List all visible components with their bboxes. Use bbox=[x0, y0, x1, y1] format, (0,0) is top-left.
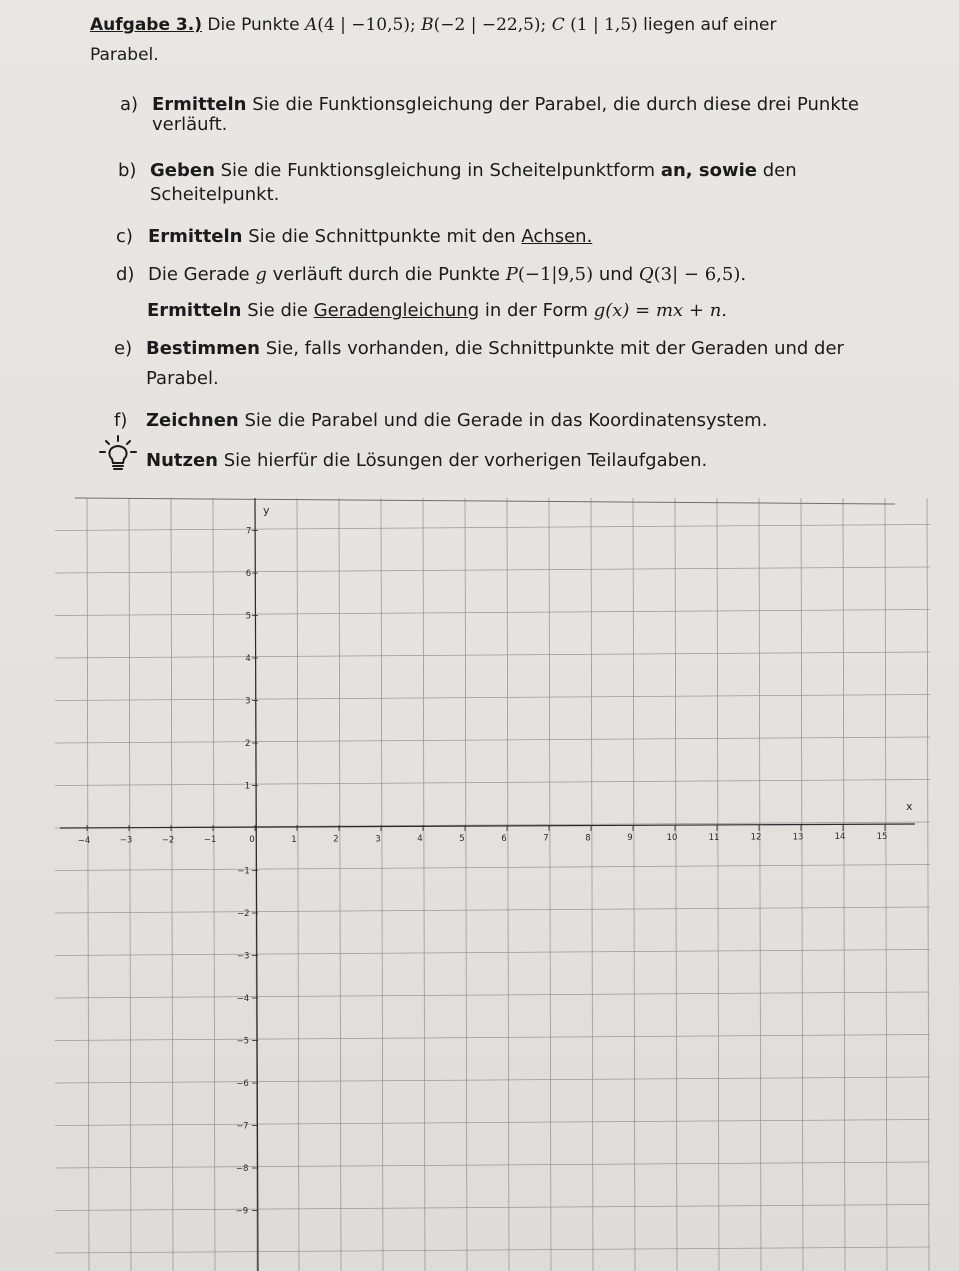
point-c: C (1 | 1,5) bbox=[551, 15, 638, 35]
subtask-e-letter: e) bbox=[114, 338, 133, 359]
axes bbox=[60, 498, 915, 1271]
subtask-c-underlined: Achsen. bbox=[521, 226, 593, 247]
subtask-d-var-g: g bbox=[255, 264, 267, 285]
subtask-b-letter: b) bbox=[118, 160, 137, 181]
task-title: Aufgabe 3.) bbox=[90, 15, 202, 35]
y-tick-label: −5 bbox=[236, 1036, 249, 1047]
subtask-e-verb: Bestimmen bbox=[146, 338, 260, 359]
grid-line-vertical bbox=[885, 498, 887, 1271]
grid-line-horizontal bbox=[55, 695, 930, 701]
subtask-e-text-1: Sie, falls vorhanden, die Schnittpunkte mit der Geraden und der bbox=[265, 338, 844, 359]
grid-line-vertical bbox=[87, 498, 89, 1271]
y-tick-label: 1 bbox=[244, 781, 251, 792]
subtask-d bbox=[116, 262, 746, 288]
subtask-d-letter: d) bbox=[116, 264, 135, 285]
subtask-d-text-1: Die Gerade bbox=[148, 264, 250, 285]
y-tick-label: 5 bbox=[245, 611, 251, 622]
grid-line-vertical bbox=[213, 498, 215, 1271]
grid-line-vertical bbox=[591, 498, 593, 1271]
hint-text: Sie hierfür die Lösungen der vorherigen Teilaufgaben. bbox=[223, 450, 708, 471]
x-tick-label: 3 bbox=[375, 834, 381, 845]
grid-line-vertical bbox=[507, 498, 509, 1271]
subtask-b-text-1: Sie die Funktionsgleichung in Scheitelpunktform bbox=[220, 160, 656, 181]
point-a: A(4 | −10,5); bbox=[304, 15, 416, 35]
subtask-a bbox=[120, 92, 859, 118]
x-tick-label: −4 bbox=[77, 835, 91, 846]
grid-line-vertical bbox=[549, 498, 551, 1271]
subtask-f-verb: Zeichnen bbox=[146, 410, 239, 431]
tick-labels bbox=[78, 527, 888, 1217]
x-tick-label: 11 bbox=[708, 832, 720, 843]
hint-verb: Nutzen bbox=[146, 450, 218, 471]
x-tick-label: 13 bbox=[792, 832, 804, 843]
task-intro bbox=[90, 10, 910, 70]
grid-line-horizontal bbox=[55, 1205, 930, 1211]
subtask-f bbox=[114, 408, 767, 434]
grid-line-horizontal bbox=[55, 567, 930, 573]
subtask-a-letter: a) bbox=[120, 94, 139, 115]
intro-suffix: liegen auf einer bbox=[643, 15, 777, 35]
subtask-f-text-1: Sie die Parabel und die Gerade in das Koordinatensystem. bbox=[244, 410, 768, 431]
grid-line-horizontal bbox=[55, 652, 930, 658]
grid-line-vertical bbox=[675, 498, 677, 1271]
subtask-d-verb-2: Ermitteln bbox=[147, 300, 242, 321]
subtask-b-line-2: Scheitelpunkt. bbox=[150, 184, 280, 205]
x-tick-label: −3 bbox=[119, 835, 133, 846]
grid-line-vertical bbox=[927, 498, 929, 1271]
subtask-a-verb: Ermitteln bbox=[152, 94, 247, 115]
grid-line-horizontal bbox=[55, 950, 930, 956]
x-tick-label: 9 bbox=[627, 833, 633, 844]
grid-line-horizontal bbox=[55, 865, 930, 871]
grid-line-vertical bbox=[381, 498, 383, 1271]
subtask-c-text-1: Sie die Schnittpunkte mit den bbox=[248, 226, 516, 247]
subtask-d-text-2b: in der Form bbox=[484, 300, 588, 321]
subtask-d-underlined: Geradengleichung bbox=[313, 300, 480, 321]
coordinate-system bbox=[0, 490, 959, 1271]
subtask-d-point-q: Q(3| − 6,5). bbox=[638, 264, 747, 285]
y-tick-label: −4 bbox=[236, 994, 250, 1004]
subtask-c bbox=[116, 224, 592, 250]
x-tick-label: 15 bbox=[876, 832, 888, 842]
subtask-d-point-p: P(−1|9,5) bbox=[505, 264, 594, 285]
lightbulb-icon bbox=[98, 434, 138, 474]
x-tick-label: 5 bbox=[459, 834, 465, 844]
intro-line-2: Parabel. bbox=[90, 45, 159, 65]
subtask-d-line-2 bbox=[147, 298, 727, 324]
grid-line-horizontal bbox=[55, 1035, 930, 1041]
grid-line-vertical bbox=[129, 498, 131, 1271]
grid-line-horizontal bbox=[55, 992, 930, 998]
subtask-d-text-1b: verläuft durch die Punkte bbox=[272, 264, 500, 285]
x-axis-line bbox=[60, 824, 915, 828]
point-b: B(−2 | −22,5); bbox=[421, 15, 547, 35]
y-tick-label: −1 bbox=[237, 866, 250, 877]
x-tick-label: 4 bbox=[417, 834, 423, 845]
y-tick-label: −3 bbox=[236, 951, 250, 962]
x-tick-label: 6 bbox=[501, 833, 507, 844]
y-tick-label: 6 bbox=[245, 569, 252, 579]
x-tick-label: 0 bbox=[249, 835, 255, 845]
subtask-b-text-1-end: den bbox=[762, 160, 797, 181]
y-tick-label: −7 bbox=[236, 1121, 249, 1132]
grid-line-horizontal bbox=[55, 780, 930, 786]
subtask-d-text-2: Sie die bbox=[247, 300, 308, 321]
x-tick-label: 8 bbox=[585, 833, 591, 844]
grid-lines bbox=[55, 498, 930, 1271]
grid-line-horizontal bbox=[55, 907, 930, 913]
subtask-c-verb: Ermitteln bbox=[148, 226, 243, 247]
x-tick-label: 14 bbox=[834, 832, 846, 843]
grid-line-vertical bbox=[843, 498, 845, 1271]
grid-line-horizontal bbox=[55, 737, 930, 743]
grid-line-vertical bbox=[171, 498, 173, 1271]
x-tick-label: −1 bbox=[203, 835, 217, 846]
grid-line-horizontal bbox=[55, 1120, 930, 1126]
subtask-b-verb: Geben bbox=[150, 160, 215, 181]
subtask-e bbox=[114, 336, 844, 362]
subtask-e-line-2: Parabel. bbox=[146, 368, 219, 389]
y-tick-label: 2 bbox=[244, 739, 251, 749]
subtask-b bbox=[118, 158, 797, 184]
grid-line-vertical bbox=[759, 498, 761, 1271]
x-tick-label: 1 bbox=[291, 834, 297, 845]
intro-prefix: Die Punkte bbox=[207, 15, 300, 35]
grid-line-horizontal bbox=[55, 1162, 930, 1168]
grid-line-horizontal bbox=[55, 1077, 930, 1083]
subtask-f-letter: f) bbox=[114, 410, 128, 431]
grid-line-vertical bbox=[717, 498, 719, 1271]
y-tick-label: −8 bbox=[235, 1164, 249, 1174]
y-tick-label: 7 bbox=[245, 526, 252, 537]
y-tick-label: 3 bbox=[245, 696, 251, 707]
grid-border-top bbox=[75, 498, 895, 504]
grid-line-horizontal bbox=[55, 610, 930, 616]
x-tick-label: −2 bbox=[161, 835, 175, 846]
y-tick-label: −9 bbox=[235, 1206, 249, 1217]
x-axis-label: x bbox=[906, 800, 913, 813]
subtask-b-bold-mid: an, sowie bbox=[660, 160, 757, 181]
y-axis-label: y bbox=[263, 504, 270, 517]
subtask-a-line-2: verläuft. bbox=[152, 114, 228, 135]
subtask-a-text-1: Sie die Funktionsgleichung der Parabel, die durch diese drei Punkte bbox=[252, 94, 859, 115]
grid-line-vertical bbox=[423, 498, 425, 1271]
x-tick-label: 7 bbox=[543, 833, 549, 844]
y-tick-label: −2 bbox=[237, 909, 250, 919]
hint bbox=[146, 448, 707, 474]
subtask-d-form: g(x) = mx + n. bbox=[593, 300, 728, 321]
x-tick-label: 2 bbox=[333, 834, 339, 845]
y-tick-label: 4 bbox=[245, 654, 251, 664]
grid-line-horizontal bbox=[55, 525, 930, 531]
x-tick-label: 12 bbox=[750, 832, 762, 843]
subtask-d-and: und bbox=[598, 264, 634, 285]
x-tick-label: 10 bbox=[666, 833, 678, 843]
grid-line-vertical bbox=[633, 498, 635, 1271]
subtask-c-letter: c) bbox=[116, 226, 133, 247]
grid-line-vertical bbox=[465, 498, 467, 1271]
grid-line-vertical bbox=[801, 498, 803, 1271]
y-tick-label: −6 bbox=[236, 1079, 249, 1089]
grid-line-horizontal bbox=[55, 1247, 930, 1253]
